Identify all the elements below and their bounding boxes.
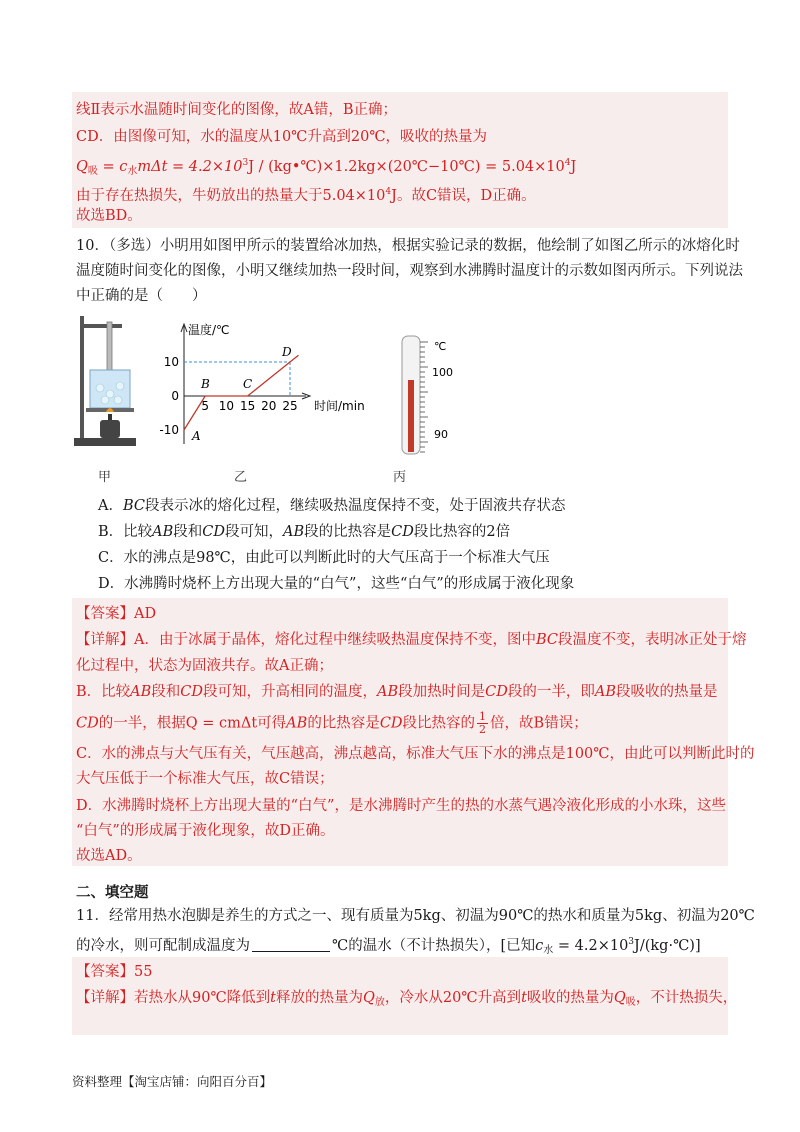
x-axis-label: 时间/min [314, 399, 365, 413]
q10-detail-4 [76, 711, 588, 736]
q11-dt1: t [270, 990, 276, 1006]
answer-blank[interactable] [252, 937, 330, 952]
q11-dd: 吸收的热量为 [526, 990, 614, 1006]
top-line-4exp: 4 [385, 187, 392, 197]
d4a: 的一半，根据 [98, 715, 186, 732]
formula-rest1: mΔt = 4.2×10 [137, 159, 243, 175]
y-tick-label: 10 [163, 355, 179, 369]
top-line-2: CD．由图像可知，水的温度从10℃升高到20℃，吸收的热量为 [76, 129, 488, 145]
figure-jia-apparatus [72, 308, 142, 450]
q11-val: = 4.2×10 [553, 938, 629, 954]
q10-detail-7: D．水沸腾时烧杯上方出现大量的“白气”，是水沸腾时产生的热的水蒸气遇冷液化形成的小水珠，这些 [76, 798, 726, 814]
formula-exp2: 4 [564, 158, 571, 168]
q11-csub: 水 [543, 945, 554, 956]
section-title: 二、填空题 [76, 884, 149, 901]
figure-yi-graph [156, 318, 376, 448]
q10-detail-8: “白气”的形成属于液化现象，故D正确。 [76, 823, 335, 839]
top-line-1: 线Ⅱ表示水温随时间变化的图像，故A错，B正确； [76, 102, 397, 118]
footer-source: 资料整理【淘宝店铺：向阳百分百】 [72, 1074, 273, 1089]
option-b-seg4: CD [391, 524, 414, 540]
d3b: 段和 [151, 684, 181, 700]
d4c: 的比热容是 [307, 715, 380, 732]
y-tick-label: 0 [171, 389, 179, 403]
d4formula: Q = cmΔt [185, 715, 258, 732]
d4b: 可得 [257, 715, 287, 732]
option-b-seg1: AB [152, 524, 174, 540]
option-d: D．水沸腾时烧杯上方出现大量的“白气”，这些“白气”的形成属于液化现象 [98, 576, 575, 592]
top-line-4b: J。故C错误，D正确。 [391, 188, 536, 204]
q10-answer: 【答案】AD [76, 606, 157, 622]
x-tick-label: 25 [282, 399, 298, 413]
x-tick-label: 20 [261, 399, 277, 413]
q10-line-3: 中正确的是（ ） [76, 288, 207, 304]
q10-line-2: 温度随时间变化的图像，小明又继续加热一段时间，观察到水沸腾时温度计的示数如图丙所示。下列说法 [76, 263, 743, 279]
caption-jia: 甲 [98, 470, 112, 485]
caption-bing: 丙 [393, 470, 407, 485]
formula-q: Q [76, 159, 88, 175]
q10-detail-9: 故选AD。 [76, 848, 142, 864]
option-c: C．水的沸点是98℃，由此可以判断此时的大气压高于一个标准大气压 [98, 550, 550, 566]
d3s1: AB [130, 684, 152, 700]
q11-dq2: Q [613, 990, 626, 1006]
q11-de: ，不计热损失， [635, 990, 738, 1006]
option-b-p2: 段和 [173, 524, 203, 540]
point-a-label: A [192, 429, 201, 443]
q11-da: 【详解】若热水从90℃降低到 [76, 990, 271, 1006]
d3s3: AB [377, 684, 399, 700]
point-d-label: D [282, 345, 292, 359]
y-tick-label: -10 [159, 423, 179, 437]
frac-num: 1 [479, 710, 487, 723]
option-b-p1: B．比较 [98, 524, 153, 540]
q10-detail-5: C．水的沸点与大气压有关，气压越高，沸点越高，标准大气压下水的沸点是100℃，由此可以判断此时的 [76, 746, 755, 762]
d3f: 段吸收的热量是 [616, 684, 718, 700]
stand-base [74, 438, 136, 446]
q11-line-2 [76, 932, 701, 961]
q11-dq1: Q [363, 990, 375, 1006]
option-b-p4: 段的比热容是 [304, 524, 392, 540]
thermometer-label-100: 100 [432, 366, 453, 379]
formula-rest3: J [570, 159, 577, 175]
thermometer-label-90: 90 [434, 428, 448, 441]
q11-dt2: t [521, 990, 527, 1006]
option-a-prefix: A． [98, 498, 123, 514]
d3c: 段可知，升高相同的温度， [203, 684, 378, 700]
q10-detail-6: 大气压低于一个标准大气压，故C错误； [76, 771, 334, 787]
top-line-4a: 由于存在热损失，牛奶放出的热量大于5.04×10 [76, 188, 386, 204]
d1seg: BC [535, 632, 558, 648]
d3a: B．比较 [76, 684, 131, 700]
d3s4: CD [485, 684, 508, 700]
figure-bing-thermometer [392, 332, 462, 458]
d4d: 段比热容的 [402, 715, 476, 732]
thermometer-unit: ℃ [434, 340, 447, 353]
alcohol-lamp [100, 420, 120, 438]
x-tick-label: 5 [201, 399, 210, 413]
d4s1: CD [76, 715, 99, 732]
option-b-seg3: AB [283, 524, 305, 540]
option-b-seg2: CD [202, 524, 226, 540]
formula-c: c [119, 159, 128, 175]
d3s2: CD [180, 684, 204, 700]
option-a [98, 496, 566, 516]
fraction-half [477, 711, 488, 736]
q11-answer: 【答案】55 [76, 964, 153, 980]
q11-db: 释放的热量为 [276, 990, 363, 1006]
d1a: 【详解】A．由于冰属于晶体，熔化过程中继续吸热温度保持不变，图中 [76, 632, 536, 648]
formula-exp1: 3 [242, 158, 249, 168]
q11-detail [76, 988, 737, 1013]
q11-exp: 3 [628, 937, 635, 947]
option-a-seg: BC [122, 498, 146, 514]
d3s5: AB [594, 684, 617, 700]
option-a-text: 段表示冰的熔化过程，继续吸热温度保持不变，处于固液共存状态 [145, 498, 566, 514]
caption-yi: 乙 [234, 470, 248, 485]
q11-2a: 的冷水，则可配制成温度为 [76, 938, 250, 954]
top-line-4 [76, 182, 536, 206]
q10-detail-2: 化过程中，状态为固液共存。故A正确； [76, 658, 333, 674]
frac-den: 2 [479, 723, 487, 736]
q11-line-1: 11．经常用热水泡脚是养生的方式之一、现有质量为5kg、初温为90℃的热水和质量为5kg、初温为20℃ [76, 908, 755, 924]
formula-c-sub: 水 [127, 166, 138, 177]
formula-rest2: J / (kg•℃)×1.2kg×(20℃−10℃) = 5.04×10 [248, 159, 565, 175]
point-c-label: C [243, 377, 253, 391]
d4s2: AB [286, 715, 308, 732]
top-formula [76, 153, 576, 182]
d4e: 倍，故B错误； [490, 715, 588, 732]
q11-c: c [535, 938, 544, 954]
x-tick-label: 15 [239, 399, 256, 413]
point-b-label: B [201, 377, 210, 391]
q11-unit: J/(kg·℃)] [634, 938, 701, 954]
formula-eq: = [97, 159, 120, 175]
y-axis-label: 温度/℃ [188, 323, 230, 337]
q11-dc: ，冷水从20℃升高到 [384, 990, 522, 1006]
d1b: 段温度不变，表明冰正处于熔 [558, 632, 747, 648]
d3d: 段加热时间是 [398, 684, 486, 700]
q10-detail-3 [76, 682, 718, 702]
q11-dq2sub: 吸 [625, 997, 636, 1008]
q11-dq1sub: 放 [374, 997, 385, 1008]
formula-q-sub: 吸 [87, 166, 98, 177]
option-b [98, 522, 510, 542]
q11-2b: ℃的温水（不计热损失），[已知 [332, 938, 536, 954]
top-line-5: 故选BD。 [76, 208, 142, 224]
d4s3: CD [379, 715, 403, 732]
stand-rod [80, 316, 84, 442]
option-b-p5: 段比热容的2倍 [413, 524, 511, 540]
stand-arm [80, 324, 122, 328]
x-tick-label: 10 [218, 399, 235, 413]
thermometer-liquid [408, 380, 414, 452]
d3e: 段的一半，即 [507, 684, 595, 700]
melting-curve [184, 355, 298, 430]
q10-detail-1 [76, 630, 747, 650]
option-b-p3: 段可知， [225, 524, 284, 540]
q10-line-1: 10．（多选）小明用如图甲所示的装置给冰加热，根据实验记录的数据，他绘制了如图乙所示的冰熔化时 [76, 238, 740, 254]
